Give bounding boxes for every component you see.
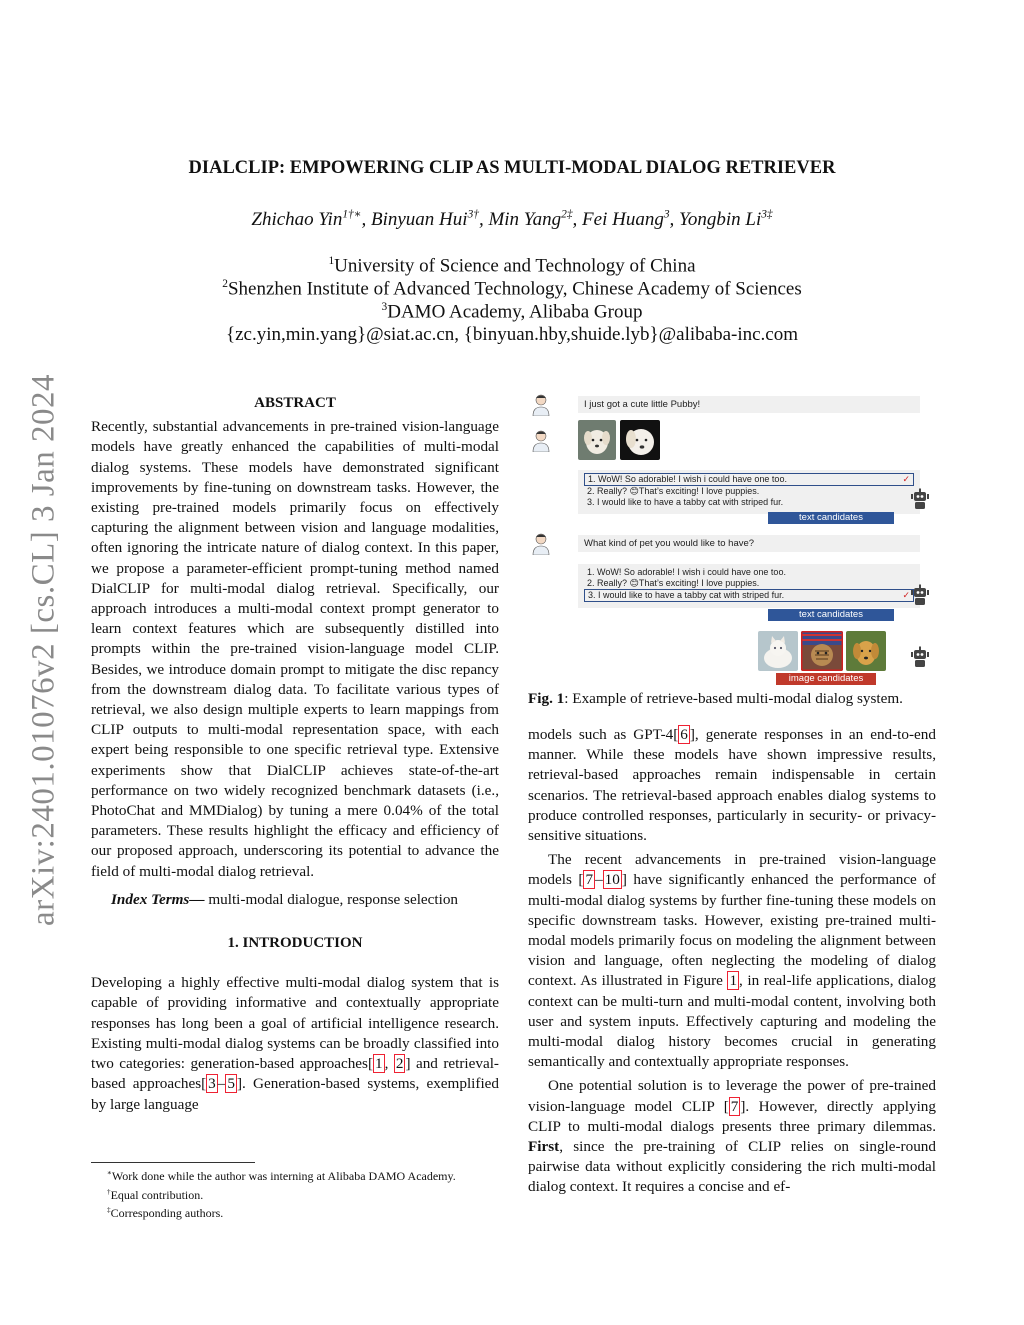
index-terms: Index Terms— multi-modal dialogue, response selection bbox=[111, 890, 459, 908]
footnote-rule bbox=[91, 1162, 255, 1163]
author: Min Yang$^{2\ddagger}$, bbox=[488, 209, 583, 231]
citation-link[interactable]: 10 bbox=[604, 871, 620, 889]
right-column bbox=[528, 725, 936, 1198]
paragraph: models such as GPT-4[ 6 ], generate responses in an end-to-end manner. While these models have shown impressive results, retrieval-based approaches remain indispensable in certain scenarios. The retrieval-based approach enables dialog systems to produce controlled responses, particularly in security- or privacy-sensitive situations. bbox=[528, 726, 936, 845]
citation-link[interactable]: 1 bbox=[375, 1055, 383, 1073]
author: Yongbin $Li^{3\ddagger}$ bbox=[679, 209, 773, 231]
text-candidates-tag: text candidates bbox=[768, 609, 894, 621]
citation-link[interactable]: 3 bbox=[208, 1075, 216, 1093]
tabby-cat-photo bbox=[801, 631, 843, 671]
candidate: 1. WoW! So adorable! I wish i could have one too. bbox=[587, 567, 786, 577]
affiliation: $^3$DAMO Academy, Alibaba Group bbox=[381, 301, 643, 323]
cat-photo bbox=[758, 631, 798, 671]
check-icon: ✓ bbox=[902, 474, 910, 484]
citation-link[interactable]: 7 bbox=[585, 871, 594, 889]
selected-candidate: 3. I would like to have a tabby cat with striped fur. ✓ bbox=[584, 589, 914, 602]
author: Zhichao Yin$^{1\dagger∗}$, bbox=[251, 209, 371, 231]
abstract-heading: ABSTRACT bbox=[254, 395, 336, 411]
candidate: 2. Really? 😊That’s exciting! I love puppies. bbox=[587, 578, 760, 588]
arxiv-id-text: arXiv:2401.01076v2 [cs.CL] 3 Jan 2024 bbox=[25, 374, 62, 926]
user-message: What kind of pet you would like to have? bbox=[578, 535, 920, 552]
puppy-photo bbox=[620, 420, 660, 460]
footnote: †Equal contribution. bbox=[107, 1187, 204, 1202]
left-column bbox=[91, 393, 499, 1115]
dog-photo bbox=[846, 631, 886, 671]
citation-link[interactable]: 5 bbox=[227, 1075, 235, 1093]
citation-link[interactable]: 2 bbox=[395, 1055, 404, 1073]
robot-icon bbox=[910, 646, 930, 668]
selected-candidate: 1. WoW! So adorable! I wish i could have one too. ✓ bbox=[584, 473, 914, 486]
user-avatar-icon bbox=[532, 430, 550, 452]
puppy-photo bbox=[578, 420, 616, 460]
check-icon: ✓ bbox=[902, 590, 910, 600]
paper-title: DIALCLIP: EMPOWERING CLIP AS MULTI-MODAL DIALOG RETRIEVER bbox=[188, 158, 836, 178]
paragraph: One potential solution is to leverage the power of pre-trained vision-language model CLIP [ 7 ]. However, directly applying CLIP to multi-modal dialogs presents three primary dilemmas. First, since the pre-training of CLIP relies on single-round pairwise data without explicitly considering the rich multi-modal dialog context. It requires a concise and ef- bbox=[528, 1077, 936, 1196]
footnotes bbox=[91, 1162, 499, 1222]
robot-icon bbox=[910, 488, 930, 510]
figure-1 bbox=[528, 388, 938, 688]
intro-heading: 1. INTRODUCTION bbox=[227, 935, 363, 952]
footnote: ‡Corresponding authors. bbox=[107, 1206, 224, 1220]
abstract-text: Recently, substantial advancements in pre-trained vision-language models have greatly enhanced the capabilities of multi-modal dialog systems. These models have demonstrated significant improvements by fine-tuning on downstream tasks. However, the existing pre-trained models primarily focus on effectively capturing the alignment between vision and language modalities, often ignoring the intricate nature of dialog context. In this paper, we propose a parameter-efficient prompt-tuning method named DialCLIP for multi-modal dialog retrieval. Specifically, our approach introduces a multi-modal context prompt generator to learn context features which are subsequently distilled into prompts within the pre-trained vision-language model CLIP. Besides, we introduce domain prompt to mitigate the disc repancy from the downstream dialog data. To facilitate various types of retrieval, we also design multiple experts to learn mappings from CLIP outputs to multi-modal representation space, with each expert being responsible to one specific retrieval type. Extensive experiments show that DialCLIP achieves state-of-the-art performance on two widely recognized benchmark datasets (i.e., PhotoChat and MMDialog) by tuning a mere 0.04% of the total parameters. These results highlight the efficacy and efficiency of our proposed approach, underscoring its potential to advance the field of multi-modal dialog retrieval. bbox=[91, 418, 499, 880]
candidate: 3. I would like to have a tabby cat with striped fur. bbox=[587, 497, 784, 507]
arxiv-identifier bbox=[12, 370, 76, 930]
intro-paragraph: Developing a highly effective multi-modal dialog system that is capable of providing informative and contextually appropriate responses has long been a goal of artificial intelligence research. Existing multi-modal dialog systems can be broadly classified into two categories: generation-based approaches[ 1 , 2 ] and retrieval-based approaches[ 3 – 5 ]. Generation-based systems, exemplified by large language bbox=[91, 974, 499, 1113]
citation-link[interactable]: 6 bbox=[680, 726, 688, 743]
text-candidates-tag: text candidates bbox=[768, 512, 894, 524]
figure-caption: Fig. 1: Example of retrieve-based multi-modal dialog system. bbox=[528, 690, 903, 707]
paragraph: The recent advancements in pre-trained vision-language models [ 7 – 10 ] have significantly enhanced the performance of multi-modal dialog systems by further fine-tuning these models on specific downstream tasks. However, existing pre-trained multi-modal models primarily focus on modeling the alignment between vision and language, often neglecting the modeling of dialog context. As illustrated in Figure 1 , in real-life applications, dialog context can be multi-turn and multi-modal content, involving both user and system inputs. Effectively capturing and modeling the multi-modal dialog history becomes crucial in generating semantically and contextually appropriate responses. bbox=[528, 851, 936, 1071]
citation-link[interactable]: 7 bbox=[730, 1097, 739, 1115]
candidate: 2. Really? 😊That’s exciting! I love puppies. bbox=[587, 486, 760, 496]
response-candidates bbox=[578, 470, 920, 514]
author: Fei Huang$^3$, bbox=[582, 209, 680, 231]
footnote: ∗Work done while the author was interning at Alibaba DAMO Academy. bbox=[107, 1169, 456, 1183]
user-avatar-icon bbox=[532, 394, 550, 416]
user-avatar-icon bbox=[532, 533, 550, 555]
response-candidates bbox=[578, 564, 920, 608]
author: Binyuan Hui$^{3\dagger}$, bbox=[370, 209, 489, 231]
figure-link[interactable]: 1 bbox=[729, 972, 738, 990]
author-list bbox=[0, 207, 1024, 231]
affiliation: $^2$Shenzhen Institute of Advanced Technology, Chinese Academy of Sciences bbox=[222, 278, 802, 300]
affiliation: $^1$University of Science and Technology of China bbox=[328, 255, 696, 277]
author-emails: {zc.yin,min.yang}@siat.ac.cn, {binyuan.hby,shuide.lyb}@alibaba-inc.com bbox=[225, 324, 798, 345]
user-message: I just got a cute little Pubby! bbox=[578, 396, 920, 413]
image-candidates-tag: image candidates bbox=[776, 673, 876, 685]
robot-icon bbox=[910, 584, 930, 606]
